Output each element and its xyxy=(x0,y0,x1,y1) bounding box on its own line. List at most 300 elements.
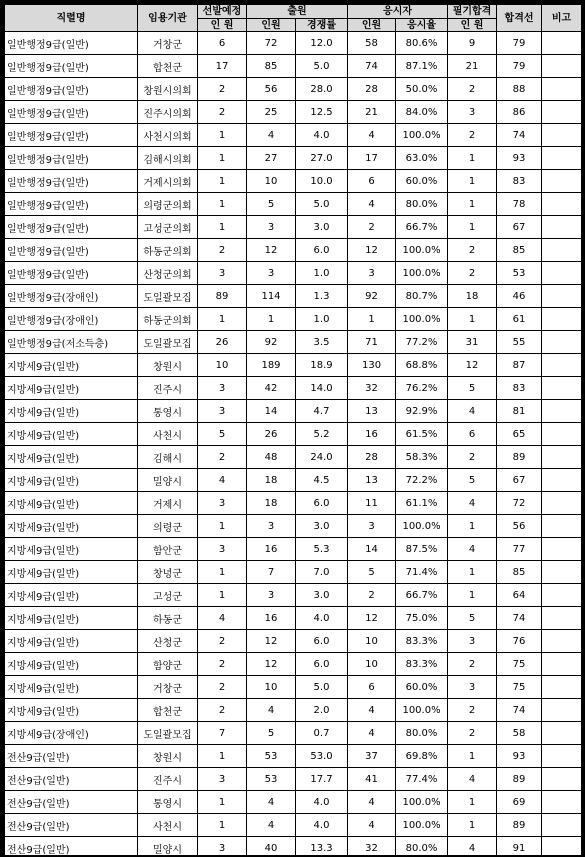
cell-exam-rate: 61.1% xyxy=(396,492,448,515)
cell-competition: 5.2 xyxy=(296,423,348,446)
cell-applied-count: 3 xyxy=(247,216,296,239)
cell-planned: 5 xyxy=(198,423,247,446)
table-row xyxy=(5,492,582,515)
cell-passed: 1 xyxy=(448,308,497,331)
cell-planned: 2 xyxy=(198,653,247,676)
table-row xyxy=(5,768,582,791)
table-row xyxy=(5,262,582,285)
cell-passed: 1 xyxy=(448,147,497,170)
cell-note xyxy=(542,32,581,55)
table-row xyxy=(5,285,582,308)
cell-cutoff: 87 xyxy=(497,354,542,377)
table-row xyxy=(5,538,582,561)
cell-exam-count: 28 xyxy=(348,78,396,101)
cell-job: 지방세9급(장애인) xyxy=(5,722,138,745)
cell-exam-count: 41 xyxy=(348,768,396,791)
cell-passed: 2 xyxy=(448,78,497,101)
cell-passed: 4 xyxy=(448,768,497,791)
cell-exam-rate: 84.0% xyxy=(396,101,448,124)
cell-note xyxy=(542,538,581,561)
cell-competition: 1.0 xyxy=(296,308,348,331)
cell-note xyxy=(542,768,581,791)
cell-exam-count: 6 xyxy=(348,170,396,193)
cell-exam-count: 4 xyxy=(348,722,396,745)
table-row xyxy=(5,791,582,814)
cell-job: 지방세9급(일반) xyxy=(5,538,138,561)
cell-cutoff: 77 xyxy=(497,538,542,561)
cell-applied-count: 25 xyxy=(247,101,296,124)
cell-job: 지방세9급(일반) xyxy=(5,492,138,515)
cell-exam-rate: 58.3% xyxy=(396,446,448,469)
table-row xyxy=(5,699,582,722)
cell-job: 일반행정9급(일반) xyxy=(5,55,138,78)
cell-cutoff: 93 xyxy=(497,745,542,768)
cell-cutoff: 88 xyxy=(497,78,542,101)
table-row xyxy=(5,354,582,377)
cell-competition: 5.0 xyxy=(296,676,348,699)
cell-competition: 6.0 xyxy=(296,492,348,515)
cell-competition: 4.0 xyxy=(296,791,348,814)
cell-passed: 1 xyxy=(448,814,497,837)
cell-applied-count: 85 xyxy=(247,55,296,78)
cell-passed: 1 xyxy=(448,216,497,239)
cell-agency: 도일괄모집 xyxy=(138,722,198,745)
cell-agency: 하동군 xyxy=(138,607,198,630)
cell-exam-rate: 60.0% xyxy=(396,676,448,699)
cell-passed: 3 xyxy=(448,101,497,124)
cell-applied-count: 53 xyxy=(247,745,296,768)
cell-agency: 의령군의회 xyxy=(138,193,198,216)
cell-passed: 9 xyxy=(448,32,497,55)
cell-applied-count: 40 xyxy=(247,837,296,856)
cell-note xyxy=(542,400,581,423)
cell-passed: 6 xyxy=(448,423,497,446)
cell-cutoff: 85 xyxy=(497,561,542,584)
cell-agency: 진주시의회 xyxy=(138,101,198,124)
table-row xyxy=(5,469,582,492)
cell-exam-count: 16 xyxy=(348,423,396,446)
cell-competition: 10.0 xyxy=(296,170,348,193)
cell-exam-count: 4 xyxy=(348,193,396,216)
cell-exam-count: 4 xyxy=(348,699,396,722)
table-row xyxy=(5,55,582,78)
cell-agency: 고성군 xyxy=(138,584,198,607)
cell-passed: 2 xyxy=(448,699,497,722)
cell-passed: 1 xyxy=(448,515,497,538)
cell-agency: 도일괄모집 xyxy=(138,331,198,354)
cell-exam-count: 32 xyxy=(348,377,396,400)
cell-agency: 진주시 xyxy=(138,768,198,791)
cell-exam-count: 6 xyxy=(348,676,396,699)
cell-agency: 진주시 xyxy=(138,377,198,400)
cell-applied-count: 5 xyxy=(247,193,296,216)
table-row xyxy=(5,124,582,147)
table-row xyxy=(5,377,582,400)
table-row xyxy=(5,515,582,538)
cell-agency: 함양군 xyxy=(138,653,198,676)
cell-cutoff: 67 xyxy=(497,469,542,492)
cell-competition: 4.0 xyxy=(296,607,348,630)
table-row xyxy=(5,814,582,837)
cell-exam-count: 2 xyxy=(348,584,396,607)
table-row xyxy=(5,147,582,170)
col-passed-bottom: 인 원 xyxy=(448,19,497,32)
cell-planned: 17 xyxy=(198,55,247,78)
cell-job: 지방세9급(일반) xyxy=(5,653,138,676)
table-body xyxy=(5,32,582,856)
cell-job: 일반행정9급(일반) xyxy=(5,216,138,239)
cell-planned: 7 xyxy=(198,722,247,745)
cell-job: 지방세9급(일반) xyxy=(5,354,138,377)
cell-agency: 합천군 xyxy=(138,55,198,78)
cell-job: 지방세9급(일반) xyxy=(5,630,138,653)
cell-competition: 3.0 xyxy=(296,216,348,239)
table-row xyxy=(5,331,582,354)
cell-exam-rate: 83.3% xyxy=(396,653,448,676)
col-applied-count: 인원 xyxy=(247,19,296,32)
cell-cutoff: 75 xyxy=(497,653,542,676)
table-row xyxy=(5,193,582,216)
cell-exam-count: 92 xyxy=(348,285,396,308)
col-exam-count: 인원 xyxy=(348,19,396,32)
cell-passed: 12 xyxy=(448,354,497,377)
cell-exam-rate: 80.7% xyxy=(396,285,448,308)
cell-applied-count: 14 xyxy=(247,400,296,423)
cell-note xyxy=(542,170,581,193)
cell-applied-count: 114 xyxy=(247,285,296,308)
cell-competition: 2.0 xyxy=(296,699,348,722)
cell-competition: 13.3 xyxy=(296,837,348,856)
cell-cutoff: 89 xyxy=(497,768,542,791)
results-table-frame xyxy=(4,4,581,855)
cell-note xyxy=(542,722,581,745)
cell-exam-rate: 80.0% xyxy=(396,722,448,745)
cell-exam-count: 130 xyxy=(348,354,396,377)
cell-planned: 2 xyxy=(198,239,247,262)
table-header xyxy=(5,5,582,32)
cell-passed: 1 xyxy=(448,791,497,814)
col-exam-rate: 응시율 xyxy=(396,19,448,32)
cell-applied-count: 18 xyxy=(247,469,296,492)
cell-competition: 3.5 xyxy=(296,331,348,354)
cell-applied-count: 48 xyxy=(247,446,296,469)
cell-job: 일반행정9급(저소득층) xyxy=(5,331,138,354)
cell-job: 전산9급(일반) xyxy=(5,814,138,837)
cell-cutoff: 55 xyxy=(497,331,542,354)
cell-job: 일반행정9급(장애인) xyxy=(5,308,138,331)
cell-cutoff: 85 xyxy=(497,239,542,262)
cell-exam-rate: 77.4% xyxy=(396,768,448,791)
cell-competition: 27.0 xyxy=(296,147,348,170)
cell-exam-count: 13 xyxy=(348,469,396,492)
cell-applied-count: 16 xyxy=(247,538,296,561)
cell-job: 전산9급(일반) xyxy=(5,745,138,768)
cell-applied-count: 10 xyxy=(247,676,296,699)
cell-applied-count: 3 xyxy=(247,515,296,538)
cell-job: 지방세9급(일반) xyxy=(5,561,138,584)
cell-passed: 4 xyxy=(448,837,497,856)
cell-exam-count: 5 xyxy=(348,561,396,584)
cell-planned: 1 xyxy=(198,124,247,147)
cell-applied-count: 12 xyxy=(247,653,296,676)
cell-note xyxy=(542,423,581,446)
cell-agency: 하동군의회 xyxy=(138,239,198,262)
cell-cutoff: 91 xyxy=(497,837,542,856)
cell-competition: 7.0 xyxy=(296,561,348,584)
table-row xyxy=(5,400,582,423)
cell-cutoff: 76 xyxy=(497,630,542,653)
exam-results-table xyxy=(4,4,581,855)
cell-applied-count: 56 xyxy=(247,78,296,101)
cell-planned: 1 xyxy=(198,193,247,216)
cell-agency: 창녕군 xyxy=(138,561,198,584)
cell-agency: 김해시 xyxy=(138,446,198,469)
cell-applied-count: 92 xyxy=(247,331,296,354)
cell-exam-rate: 77.2% xyxy=(396,331,448,354)
cell-agency: 산청군 xyxy=(138,630,198,653)
cell-applied-count: 72 xyxy=(247,32,296,55)
cell-competition: 5.0 xyxy=(296,193,348,216)
cell-note xyxy=(542,377,581,400)
cell-planned: 3 xyxy=(198,837,247,856)
cell-competition: 28.0 xyxy=(296,78,348,101)
cell-exam-count: 12 xyxy=(348,239,396,262)
cell-agency: 거창군 xyxy=(138,676,198,699)
cell-planned: 2 xyxy=(198,78,247,101)
cell-note xyxy=(542,469,581,492)
cell-job: 지방세9급(일반) xyxy=(5,676,138,699)
table-row xyxy=(5,216,582,239)
cell-passed: 2 xyxy=(448,722,497,745)
cell-competition: 5.3 xyxy=(296,538,348,561)
cell-cutoff: 69 xyxy=(497,791,542,814)
cell-exam-rate: 71.4% xyxy=(396,561,448,584)
cell-planned: 1 xyxy=(198,147,247,170)
cell-agency: 사천시 xyxy=(138,423,198,446)
cell-passed: 2 xyxy=(448,653,497,676)
col-passed-top: 필기합격 xyxy=(448,5,497,19)
cell-exam-count: 10 xyxy=(348,653,396,676)
cell-note xyxy=(542,262,581,285)
cell-planned: 3 xyxy=(198,538,247,561)
cell-planned: 3 xyxy=(198,768,247,791)
cell-exam-rate: 92.9% xyxy=(396,400,448,423)
cell-note xyxy=(542,630,581,653)
cell-passed: 4 xyxy=(448,492,497,515)
table-row xyxy=(5,101,582,124)
cell-passed: 1 xyxy=(448,584,497,607)
cell-planned: 4 xyxy=(198,469,247,492)
cell-agency: 통영시 xyxy=(138,791,198,814)
table-row xyxy=(5,745,582,768)
cell-competition: 53.0 xyxy=(296,745,348,768)
cell-cutoff: 89 xyxy=(497,446,542,469)
cell-note xyxy=(542,584,581,607)
table-row xyxy=(5,32,582,55)
cell-exam-rate: 75.0% xyxy=(396,607,448,630)
cell-applied-count: 189 xyxy=(247,354,296,377)
cell-passed: 3 xyxy=(448,676,497,699)
table-row xyxy=(5,837,582,856)
cell-cutoff: 89 xyxy=(497,814,542,837)
cell-passed: 31 xyxy=(448,331,497,354)
cell-passed: 21 xyxy=(448,55,497,78)
cell-note xyxy=(542,308,581,331)
cell-applied-count: 42 xyxy=(247,377,296,400)
cell-exam-rate: 76.2% xyxy=(396,377,448,400)
cell-exam-rate: 63.0% xyxy=(396,147,448,170)
cell-applied-count: 12 xyxy=(247,239,296,262)
cell-agency: 사천시의회 xyxy=(138,124,198,147)
cell-passed: 5 xyxy=(448,377,497,400)
cell-cutoff: 74 xyxy=(497,607,542,630)
cell-exam-rate: 100.0% xyxy=(396,515,448,538)
col-cutoff: 합격선 xyxy=(497,5,542,32)
cell-exam-rate: 72.2% xyxy=(396,469,448,492)
cell-note xyxy=(542,446,581,469)
col-competition: 경쟁률 xyxy=(296,19,348,32)
cell-planned: 26 xyxy=(198,331,247,354)
col-agency: 임용기관 xyxy=(138,5,198,32)
cell-job: 지방세9급(일반) xyxy=(5,377,138,400)
cell-planned: 4 xyxy=(198,607,247,630)
cell-note xyxy=(542,147,581,170)
cell-passed: 1 xyxy=(448,170,497,193)
cell-exam-count: 11 xyxy=(348,492,396,515)
cell-exam-rate: 100.0% xyxy=(396,308,448,331)
cell-agency: 사천시 xyxy=(138,814,198,837)
cell-agency: 도일괄모집 xyxy=(138,285,198,308)
cell-note xyxy=(542,653,581,676)
table-row xyxy=(5,584,582,607)
cell-cutoff: 75 xyxy=(497,676,542,699)
cell-competition: 6.0 xyxy=(296,630,348,653)
cell-competition: 12.5 xyxy=(296,101,348,124)
cell-competition: 17.7 xyxy=(296,768,348,791)
cell-cutoff: 74 xyxy=(497,699,542,722)
cell-job: 지방세9급(일반) xyxy=(5,607,138,630)
cell-job: 일반행정9급(일반) xyxy=(5,124,138,147)
cell-cutoff: 78 xyxy=(497,193,542,216)
cell-agency: 함안군 xyxy=(138,538,198,561)
cell-competition: 6.0 xyxy=(296,653,348,676)
cell-planned: 1 xyxy=(198,584,247,607)
cell-competition: 3.0 xyxy=(296,515,348,538)
cell-cutoff: 67 xyxy=(497,216,542,239)
cell-agency: 창원시 xyxy=(138,745,198,768)
cell-cutoff: 93 xyxy=(497,147,542,170)
col-job: 직렬명 xyxy=(5,5,138,32)
cell-note xyxy=(542,239,581,262)
table-row xyxy=(5,630,582,653)
cell-competition: 14.0 xyxy=(296,377,348,400)
cell-applied-count: 10 xyxy=(247,170,296,193)
col-planned-bottom: 인 원 xyxy=(198,19,247,32)
cell-applied-count: 3 xyxy=(247,584,296,607)
cell-exam-count: 32 xyxy=(348,837,396,856)
cell-competition: 1.3 xyxy=(296,285,348,308)
cell-note xyxy=(542,55,581,78)
cell-exam-count: 28 xyxy=(348,446,396,469)
cell-cutoff: 79 xyxy=(497,32,542,55)
cell-planned: 1 xyxy=(198,791,247,814)
cell-job: 일반행정9급(장애인) xyxy=(5,285,138,308)
cell-applied-count: 53 xyxy=(247,768,296,791)
cell-note xyxy=(542,814,581,837)
table-row xyxy=(5,676,582,699)
cell-exam-count: 1 xyxy=(348,308,396,331)
cell-exam-count: 58 xyxy=(348,32,396,55)
cell-exam-count: 3 xyxy=(348,515,396,538)
cell-exam-count: 74 xyxy=(348,55,396,78)
cell-applied-count: 4 xyxy=(247,791,296,814)
cell-exam-rate: 80.0% xyxy=(396,193,448,216)
cell-note xyxy=(542,101,581,124)
cell-applied-count: 3 xyxy=(247,262,296,285)
cell-exam-count: 13 xyxy=(348,400,396,423)
cell-competition: 0.7 xyxy=(296,722,348,745)
cell-cutoff: 64 xyxy=(497,584,542,607)
cell-cutoff: 83 xyxy=(497,377,542,400)
cell-competition: 4.7 xyxy=(296,400,348,423)
cell-passed: 5 xyxy=(448,607,497,630)
cell-planned: 3 xyxy=(198,262,247,285)
cell-job: 지방세9급(일반) xyxy=(5,699,138,722)
cell-agency: 창원시 xyxy=(138,354,198,377)
cell-cutoff: 46 xyxy=(497,285,542,308)
cell-applied-count: 26 xyxy=(247,423,296,446)
cell-agency: 산청군의회 xyxy=(138,262,198,285)
cell-exam-count: 10 xyxy=(348,630,396,653)
cell-competition: 24.0 xyxy=(296,446,348,469)
cell-job: 일반행정9급(일반) xyxy=(5,239,138,262)
cell-job: 전산9급(일반) xyxy=(5,791,138,814)
cell-job: 지방세9급(일반) xyxy=(5,469,138,492)
cell-job: 일반행정9급(일반) xyxy=(5,78,138,101)
cell-exam-rate: 80.0% xyxy=(396,837,448,856)
cell-cutoff: 65 xyxy=(497,423,542,446)
cell-exam-rate: 100.0% xyxy=(396,791,448,814)
cell-applied-count: 12 xyxy=(247,630,296,653)
cell-agency: 밀양시 xyxy=(138,837,198,856)
cell-cutoff: 58 xyxy=(497,722,542,745)
cell-planned: 2 xyxy=(198,630,247,653)
cell-job: 일반행정9급(일반) xyxy=(5,32,138,55)
table-row xyxy=(5,239,582,262)
cell-job: 지방세9급(일반) xyxy=(5,446,138,469)
cell-planned: 1 xyxy=(198,170,247,193)
cell-job: 일반행정9급(일반) xyxy=(5,147,138,170)
cell-job: 전산9급(일반) xyxy=(5,768,138,791)
cell-exam-count: 4 xyxy=(348,124,396,147)
cell-exam-count: 12 xyxy=(348,607,396,630)
cell-job: 일반행정9급(일반) xyxy=(5,193,138,216)
cell-competition: 3.0 xyxy=(296,584,348,607)
cell-note xyxy=(542,193,581,216)
cell-exam-rate: 100.0% xyxy=(396,262,448,285)
cell-exam-rate: 100.0% xyxy=(396,814,448,837)
cell-exam-count: 17 xyxy=(348,147,396,170)
cell-exam-rate: 60.0% xyxy=(396,170,448,193)
cell-planned: 3 xyxy=(198,492,247,515)
table-row xyxy=(5,78,582,101)
cell-passed: 5 xyxy=(448,469,497,492)
cell-cutoff: 86 xyxy=(497,101,542,124)
cell-note xyxy=(542,216,581,239)
cell-passed: 1 xyxy=(448,745,497,768)
cell-planned: 1 xyxy=(198,308,247,331)
cell-planned: 3 xyxy=(198,400,247,423)
